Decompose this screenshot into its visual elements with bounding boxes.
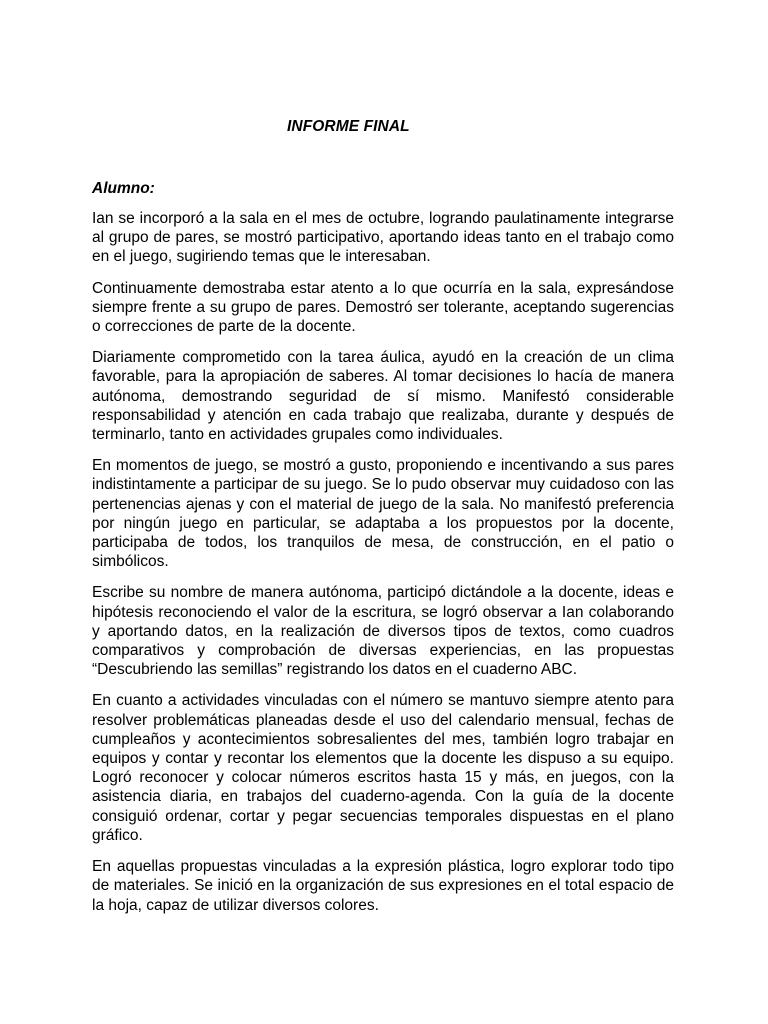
paragraph-attention: Continuamente demostraba estar atento a lo que ocurría en la sala, expresándose siempre frente a su grupo de pares. Demostró ser tolerante, aceptando sugerencias o correcciones de parte de la docente. [92,279,674,336]
paragraph-numbers: En cuanto a actividades vinculadas con el número se mantuvo siempre atento para resolver problemáticas planeadas desde el uso del calendario mensual, fechas de cumpleaños y acontecimientos sobresalientes del mes, también logro trabajar en equipos y contar y recontar los elementos que la docente les dispuso a su equipo. Logró reconocer y colocar números escritos hasta 15 y más, en juegos, con la asistencia diaria, en trabajos del cuaderno-agenda. Con la guía de la docente consiguió ordenar, cortar y pegar secuencias temporales dispuestas en el plano gráfico. [92,692,674,844]
paragraph-play: En momentos de juego, se mostró a gusto, proponiendo e incentivando a sus pares indistintamente a participar de su juego. Se lo pudo observar muy cuidadoso con las pertenencias ajenas y con el material de juego de la sala. No manifestó preferencia por ningún juego en particular, se adaptaba a los propuestos por la docente, participaba de todos, los tranquilos de mesa, de construcción, en el patio o simbólicos. [92,457,674,571]
paragraph-integration: Ian se incorporó a la sala en el mes de octubre, logrando paulatinamente integrarse al grupo de pares, se mostró participativo, aportando ideas tanto en el trabajo como en el juego, sugiriendo temas que le interesaban. [92,210,674,266]
paragraph-art: En aquellas propuestas vinculadas a la expresión plástica, logro explorar todo tipo de materiales. Se inició en la organización de sus expresiones en el total espacio de la hoja, capaz de utilizar diversos colores. [92,858,674,914]
document-body [92,179,674,927]
paragraph-writing: Escribe su nombre de manera autónoma, participó dictándole a la docente, ideas e hipótesis reconociendo el valor de la escritura, se logró observar a Ian colaborando y aportando datos, en la realización de diversos tipos de textos, como cuadros comparativos y comprobación de diversas experiencias, en las propuestas “Descubriendo las semillas” registrando los datos en el cuaderno ABC. [92,584,674,679]
paragraph-commitment: Diariamente comprometido con la tarea áulica, ayudó en la creación de un clima favorable, para la apropiación de saberes. Al tomar decisiones lo hacía de manera autónoma, demostrando seguridad de sí mismo. Manifestó considerable responsabilidad y atención en cada trabajo que realizaba, durante y después de terminarlo, tanto en actividades grupales como individuales. [92,349,674,444]
student-label: Alumno: [92,180,155,197]
document-title: INFORME FINAL [287,118,410,135]
